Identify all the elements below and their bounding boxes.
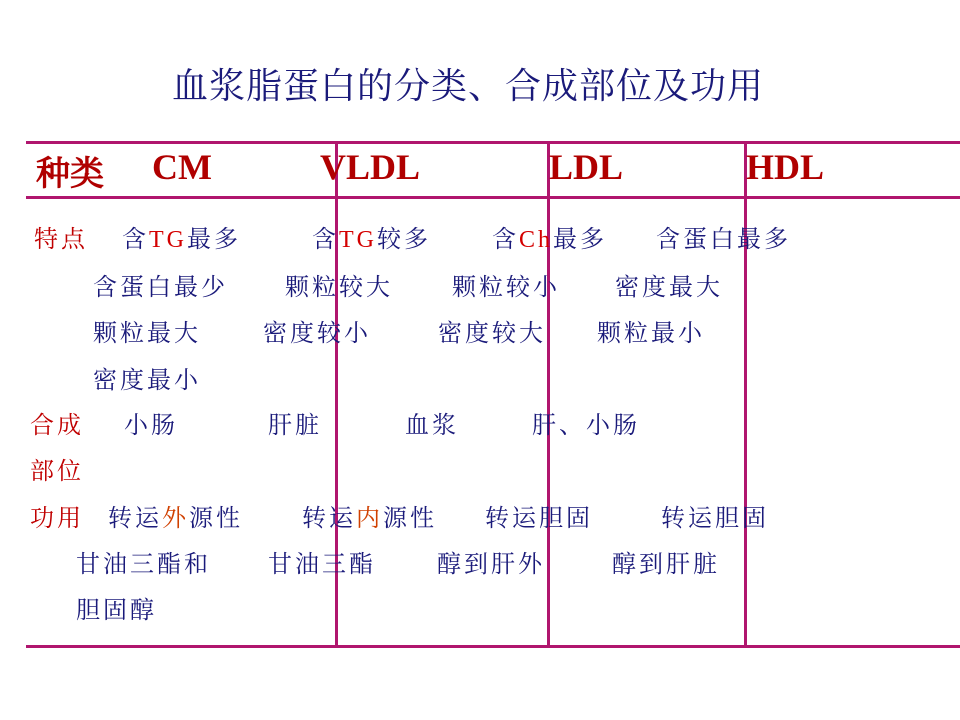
function-vldl-1-post: 源性: [383, 504, 437, 532]
function-vldl-1-highlight: 内: [356, 504, 383, 532]
function-vldl-1: [302, 498, 437, 533]
function-hdl-2: 醇到肝脏: [612, 550, 720, 578]
feature-vldl-1-post: 较多: [377, 225, 431, 253]
function-cm-1: [108, 498, 243, 533]
feature-vldl-1-pre: 含: [312, 225, 339, 253]
feature-vldl-1-highlight: TG: [339, 227, 377, 253]
function-cm-3: 胆固醇: [76, 596, 157, 624]
function-hdl-1: 转运胆固: [661, 504, 769, 532]
function-ldl-1: 转运胆固: [485, 504, 593, 532]
function-ldl-2: 醇到肝外: [437, 550, 545, 578]
header-label-type: 种类: [36, 154, 104, 194]
header-col-vldl: VLDL: [320, 147, 421, 187]
feature-ldl-2: 颗粒较小: [452, 273, 560, 301]
table-bottom-border: [26, 645, 960, 648]
function-cm-2: 甘油三酯和: [76, 550, 211, 578]
feature-cm-1-highlight: TG: [149, 227, 187, 253]
feature-vldl-3: 密度较小: [263, 319, 371, 347]
function-cm-1-post: 源性: [189, 504, 243, 532]
feature-vldl-2: 颗粒较大: [285, 273, 393, 301]
feature-hdl-1: 含蛋白最多: [656, 225, 791, 253]
feature-ldl-1-pre: 含: [492, 225, 519, 253]
row-label-function: 功用: [30, 504, 84, 532]
row-label-synthesis: 合成: [30, 411, 84, 439]
feature-hdl-3: 颗粒最小: [597, 319, 705, 347]
function-cm-1-pre: 转运: [108, 504, 162, 532]
header-col-ldl: LDL: [549, 147, 624, 187]
header-col-hdl: HDL: [746, 147, 825, 187]
slide-title: 血浆脂蛋白的分类、合成部位及功用: [172, 66, 765, 107]
function-vldl-2: 甘油三酯: [268, 550, 376, 578]
feature-hdl-2: 密度最大: [615, 273, 723, 301]
table-top-border: [26, 141, 960, 144]
synthesis-cm: 小肠: [124, 411, 178, 439]
feature-ldl-3: 密度较大: [438, 319, 546, 347]
feature-cm-3: 颗粒最大: [93, 319, 201, 347]
feature-ldl-1: [492, 219, 607, 254]
row-label-features: 特点: [34, 225, 88, 253]
synthesis-hdl: 肝、小肠: [532, 411, 640, 439]
feature-cm-1-post: 最多: [187, 225, 241, 253]
feature-cm-1: [122, 219, 241, 254]
header-col-cm: CM: [152, 147, 212, 187]
feature-cm-4: 密度最小: [93, 366, 201, 394]
function-vldl-1-pre: 转运: [302, 504, 356, 532]
header-bottom-border: [26, 196, 960, 199]
function-cm-1-highlight: 外: [162, 504, 189, 532]
row-label-location: 部位: [30, 457, 84, 485]
synthesis-ldl: 血浆: [405, 411, 459, 439]
feature-vldl-1: [312, 219, 431, 254]
feature-cm-2: 含蛋白最少: [93, 273, 228, 301]
feature-ldl-1-highlight: Ch: [519, 227, 554, 253]
feature-cm-1-pre: 含: [122, 225, 149, 253]
synthesis-vldl: 肝脏: [268, 411, 322, 439]
feature-ldl-1-post: 最多: [553, 225, 608, 253]
